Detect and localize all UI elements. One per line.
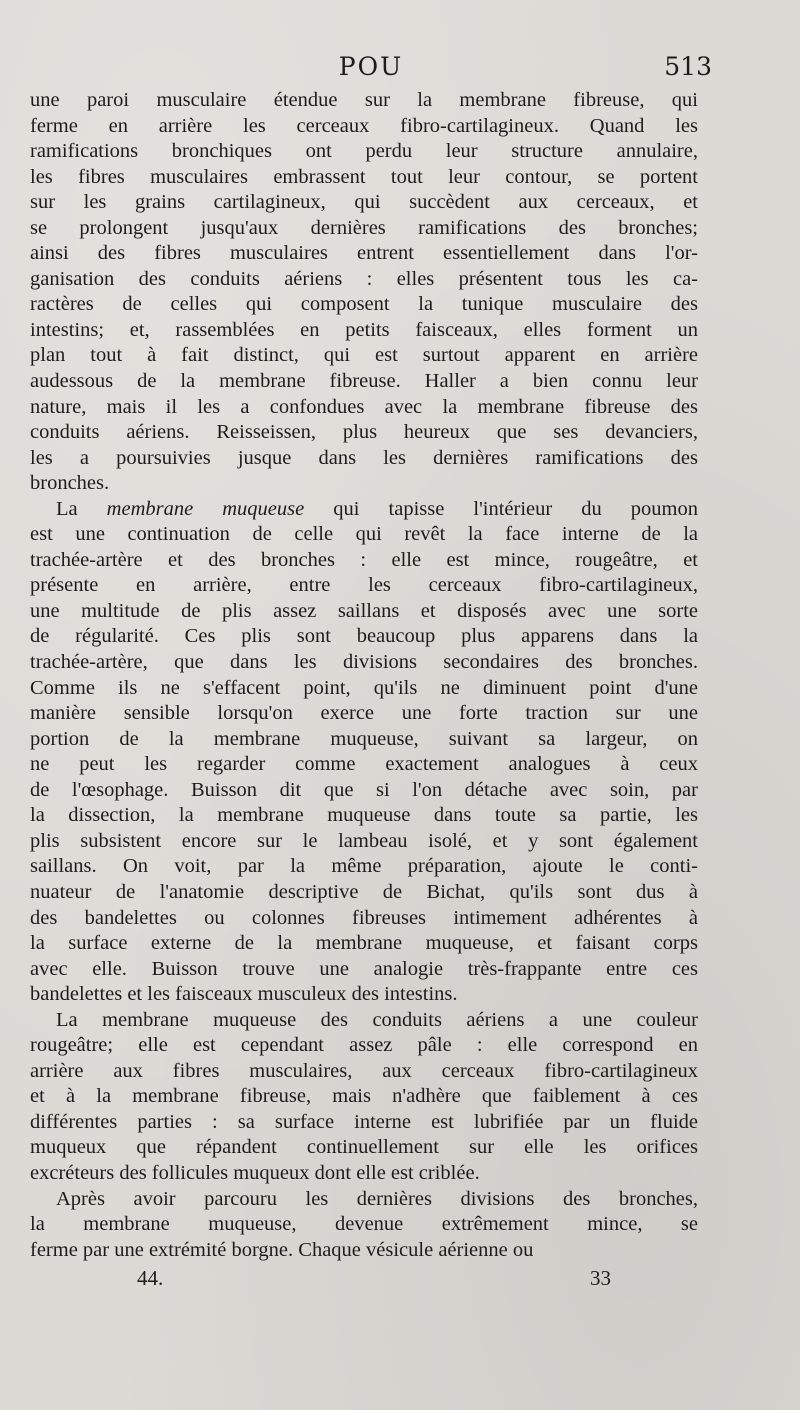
text-line: bandelettes et les faisceaux musculeux des intestins.	[30, 983, 458, 1006]
text-line: une multitude de plis assez saillans et disposés avec une sorte	[30, 599, 698, 622]
text-line: nature, mais il les a confondues avec la membrane fibreuse des	[30, 395, 698, 418]
text-line: manière sensible lorsqu'on exerce une forte traction sur une	[30, 702, 698, 725]
text-line: Après avoir parcouru les dernières divisions des bronches,	[56, 1187, 698, 1210]
text-line: La membrane muqueuse qui tapisse l'intérieur du poumon	[56, 497, 699, 520]
text-line: plan tout à fait distinct, qui est surtout apparent en arrière	[30, 344, 698, 367]
paragraph	[30, 497, 698, 1008]
text-line: ferme par une extrémité borgne. Chaque vésicule aérienne ou	[30, 1238, 534, 1261]
text-line: Comme ils ne s'effacent point, qu'ils ne diminuent point d'une	[30, 676, 698, 699]
text-line: la membrane muqueuse, devenue extrêmement mince, se	[30, 1213, 698, 1236]
text-line: de régularité. Ces plis sont beaucoup plus apparens dans la	[30, 625, 698, 648]
text-line: les a poursuivies jusque dans les dernières ramifications des	[30, 446, 698, 469]
text-line: présente en arrière, entre les cerceaux fibro-cartilagineux,	[30, 574, 698, 597]
text-line: sur les grains cartilagineux, qui succèdent aux cerceaux, et	[30, 191, 698, 214]
text-line: rougeâtre; elle est cependant assez pâle : elle correspond en	[30, 1034, 698, 1057]
paragraph	[30, 1008, 698, 1187]
text-line: plis subsistent encore sur le lambeau isolé, et y sont également	[30, 829, 698, 852]
text-line: trachée-artère et des bronches : elle est mince, rougeâtre, et	[30, 548, 698, 571]
paragraph	[30, 1187, 698, 1264]
paragraph	[30, 88, 698, 497]
text-line: les fibres musculaires embrassent tout leur contour, se portent	[30, 165, 698, 188]
text-line: est une continuation de celle qui revêt la face interne de la	[30, 523, 698, 546]
text-line: portion de la membrane muqueuse, suivant sa largeur, on	[30, 727, 698, 750]
page-header	[30, 52, 712, 86]
text-line: avec elle. Buisson trouve une analogie très-frappante entre ces	[30, 957, 698, 980]
text-line: se prolongent jusqu'aux dernières ramifications des bronches;	[30, 216, 698, 239]
text-line: arrière aux fibres musculaires, aux cerceaux fibro-cartilagineux	[30, 1059, 698, 1082]
text-line: conduits aériens. Reisseissen, plus heureux que ses devanciers,	[30, 421, 698, 444]
text-line: et à la membrane fibreuse, mais n'adhère que faiblement à ces	[30, 1085, 698, 1108]
text-line: ractères de celles qui composent la tunique musculaire des	[30, 293, 698, 316]
text-line: muqueux que répandent continuellement sur elle les orifices	[30, 1136, 698, 1159]
text-line: la surface externe de la membrane muqueuse, et faisant corps	[30, 932, 698, 955]
page-number: 513	[664, 52, 712, 81]
text-line: la dissection, la membrane muqueuse dans toute sa partie, les	[30, 804, 698, 827]
text-line: ainsi des fibres musculaires entrent essentiellement dans l'or-	[30, 242, 698, 265]
text-line: bronches.	[30, 472, 110, 495]
page-footer	[30, 1266, 698, 1296]
running-head: POU	[338, 52, 404, 81]
signature-mark: 44.	[137, 1266, 164, 1290]
italic-term: membrane muqueuse	[106, 497, 305, 520]
text-line: différentes parties : sa surface interne est lubrifiée par un fluide	[30, 1110, 698, 1133]
text-line: La membrane muqueuse des conduits aériens a une couleur	[56, 1008, 698, 1031]
text-line: une paroi musculaire étendue sur la membrane fibreuse, qui	[30, 89, 698, 111]
text-line: trachée-artère, que dans les divisions secondaires des bronches.	[30, 651, 698, 674]
text-line: ramifications bronchiques ont perdu leur structure annulaire,	[30, 140, 698, 163]
text-line: intestins; et, rassemblées en petits faisceaux, elles forment un	[30, 318, 698, 341]
text-line: nuateur de l'anatomie descriptive de Bichat, qu'ils sont dus à	[30, 880, 698, 903]
text-line: de l'œsophage. Buisson dit que si l'on détache avec soin, par	[30, 778, 698, 801]
text-line: excréteurs des follicules muqueux dont elle est criblée.	[30, 1161, 480, 1184]
sheet-number: 33	[590, 1266, 611, 1290]
text-line: ferme en arrière les cerceaux fibro-cartilagineux. Quand les	[30, 114, 698, 137]
text-line: des bandelettes ou colonnes fibreuses intimement adhérentes à	[30, 906, 698, 929]
text-line: ne peut les regarder comme exactement analogues à ceux	[30, 753, 698, 776]
body-text	[30, 88, 698, 1263]
text-line: ganisation des conduits aériens : elles présentent tous les ca-	[30, 267, 698, 290]
text-line: saillans. On voit, par la même préparation, ajoute le conti-	[30, 855, 698, 878]
text-line: audessous de la membrane fibreuse. Haller a bien connu leur	[30, 370, 698, 393]
